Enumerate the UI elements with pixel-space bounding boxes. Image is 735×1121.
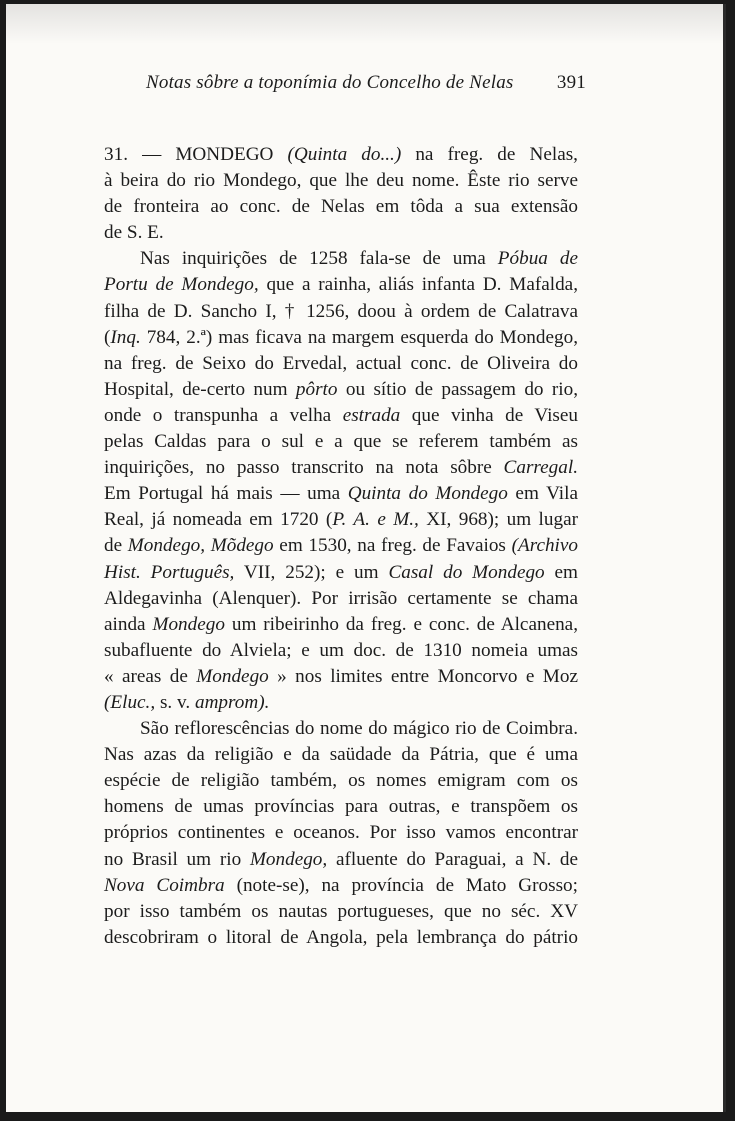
text-run: ainda	[104, 613, 153, 635]
text-run: que a rainha, aliás infanta D. Mafalda,	[258, 274, 578, 296]
text-line	[104, 716, 578, 742]
text-line	[104, 299, 578, 325]
text-line	[104, 664, 578, 690]
text-line	[104, 873, 578, 899]
italic-text: (Quinta do...)	[287, 144, 402, 165]
text-run: no Brasil um rio	[104, 848, 250, 870]
text-line	[104, 560, 578, 586]
page-number: 391	[556, 72, 586, 93]
text-run: Nas azas da religião e da saüdade da Pátria, que é uma	[104, 744, 578, 766]
italic-text: Mondego, Mõdego	[127, 535, 274, 557]
text-line	[104, 768, 578, 794]
italic-text: P. A. e M.,	[332, 509, 419, 531]
text-run: inquirições, no passo transcrito na nota sôbre	[104, 457, 504, 479]
text-run: em 1530, na freg. de Favaios	[273, 535, 512, 557]
text-run: descobriram o litoral de Angola, pela lembrança do pátrio	[104, 926, 578, 948]
text-line	[104, 246, 578, 272]
text-run: de fronteira ao conc. de Nelas em tôda a sua extensão	[104, 196, 578, 218]
text-line	[104, 847, 578, 873]
text-line	[104, 168, 578, 194]
text-run: em Vila	[507, 483, 578, 505]
text-run: homens de umas províncias para outras, e transpõem os	[104, 796, 578, 818]
text-line	[104, 272, 578, 298]
italic-text: Mondego	[152, 613, 225, 635]
italic-text: Nova Coimbra	[104, 874, 225, 896]
text-line	[104, 690, 578, 716]
text-line	[104, 325, 578, 351]
italic-text: pôrto	[295, 378, 338, 400]
italic-text: Casal do Mondego	[388, 561, 545, 583]
italic-text: Mondego	[196, 665, 269, 687]
text-line	[104, 403, 578, 429]
text-run: s. v.	[155, 691, 195, 713]
running-title: Notas sôbre a toponímia do Concelho de Nelas	[146, 72, 514, 93]
text-run: XI, 968); um lugar	[418, 509, 578, 531]
italic-text: Póbua de	[497, 248, 578, 270]
italic-text: Carregal.	[503, 457, 578, 479]
text-run: 784, 2.ª) mas ficava na margem esquerda do Mondego,	[140, 326, 578, 348]
text-run: Hospital, de-certo num	[104, 378, 296, 400]
text-run: pelas Caldas para o sul e a que se referem também as	[104, 431, 578, 453]
text-line	[104, 351, 578, 377]
text-run: à beira do rio Mondego, que lhe deu nome. Êste rio serve	[104, 170, 578, 192]
text-run: São reflorescências do nome do mágico rio de Coimbra.	[140, 718, 578, 740]
text-line	[104, 925, 578, 951]
italic-text: estrada	[342, 404, 401, 426]
italic-text: Mondego,	[249, 848, 328, 870]
text-line	[104, 455, 578, 481]
text-line	[104, 481, 578, 507]
text-run: Nas inquirições de 1258 fala-se de uma	[140, 248, 498, 270]
page-body	[104, 142, 578, 951]
text-line	[104, 377, 578, 403]
text-run: Em Portugal há mais — uma	[104, 483, 348, 505]
text-line	[104, 533, 578, 559]
text-run: « areas de	[104, 665, 197, 687]
italic-text: Portu de Mondego,	[104, 274, 259, 296]
text-run: 31. — MONDEGO	[104, 144, 288, 165]
text-run: espécie de religião também, os nomes emigram com os	[104, 770, 578, 792]
text-run: subafluente do Alviela; e um doc. de 1310 nomeia umas	[104, 639, 578, 661]
italic-text: Inq.	[110, 326, 141, 348]
text-run: que vinha de Viseu	[400, 404, 578, 426]
italic-text: (Eluc.,	[104, 691, 156, 713]
text-run: próprios continentes e oceanos. Por isso vamos encontrar	[104, 822, 578, 844]
text-line	[104, 507, 578, 533]
paragraph	[104, 142, 578, 246]
text-run: na freg. de Seixo do Ervedal, actual conc. de Oliveira do	[104, 352, 578, 374]
text-run: de	[104, 535, 128, 557]
italic-text: amprom).	[194, 691, 270, 713]
text-line	[104, 820, 578, 846]
text-line	[104, 586, 578, 612]
paragraph	[104, 246, 578, 716]
italic-text: (Archivo	[511, 535, 578, 557]
text-line	[104, 638, 578, 664]
italic-text: Quinta do Mondego	[347, 483, 508, 505]
italic-text: Hist. Português,	[104, 561, 235, 583]
text-run: Aldegavinha (Alenquer). Por irrisão certamente se chama	[104, 587, 578, 609]
text-line	[104, 220, 578, 246]
text-run: um ribeirinho da freg. e conc. de Alcanena,	[224, 613, 578, 635]
paragraph	[104, 716, 578, 951]
page-scuff	[6, 4, 726, 44]
text-line	[104, 794, 578, 820]
text-run: de S. E.	[104, 222, 164, 244]
text-line	[104, 429, 578, 455]
text-run: VII, 252); e um	[234, 561, 389, 583]
text-run: onde o transpunha a velha	[104, 404, 343, 426]
text-run: por isso também os nautas portugueses, que no séc. XV	[104, 900, 578, 922]
text-run: » nos limites entre Moncorvo e Moz	[268, 665, 578, 687]
text-run: (	[104, 326, 111, 348]
text-run: (note-se), na província de Mato Grosso;	[224, 874, 578, 896]
text-run: em	[544, 561, 578, 583]
text-run: Real, já nomeada em 1720 (	[104, 509, 333, 531]
text-run: afluente do Paraguai, a N. de	[327, 848, 578, 870]
text-line	[104, 612, 578, 638]
book-page	[6, 4, 726, 1112]
text-run: filha de D. Sancho I, † 1256, doou à ordem de Calatrava	[104, 300, 578, 322]
running-header	[146, 72, 586, 94]
text-line	[104, 899, 578, 925]
text-run: na freg. de Nelas,	[401, 144, 578, 165]
text-line	[104, 742, 578, 768]
text-line	[104, 194, 578, 220]
text-run: ou sítio de passagem do rio,	[337, 378, 578, 400]
text-line	[104, 142, 578, 168]
